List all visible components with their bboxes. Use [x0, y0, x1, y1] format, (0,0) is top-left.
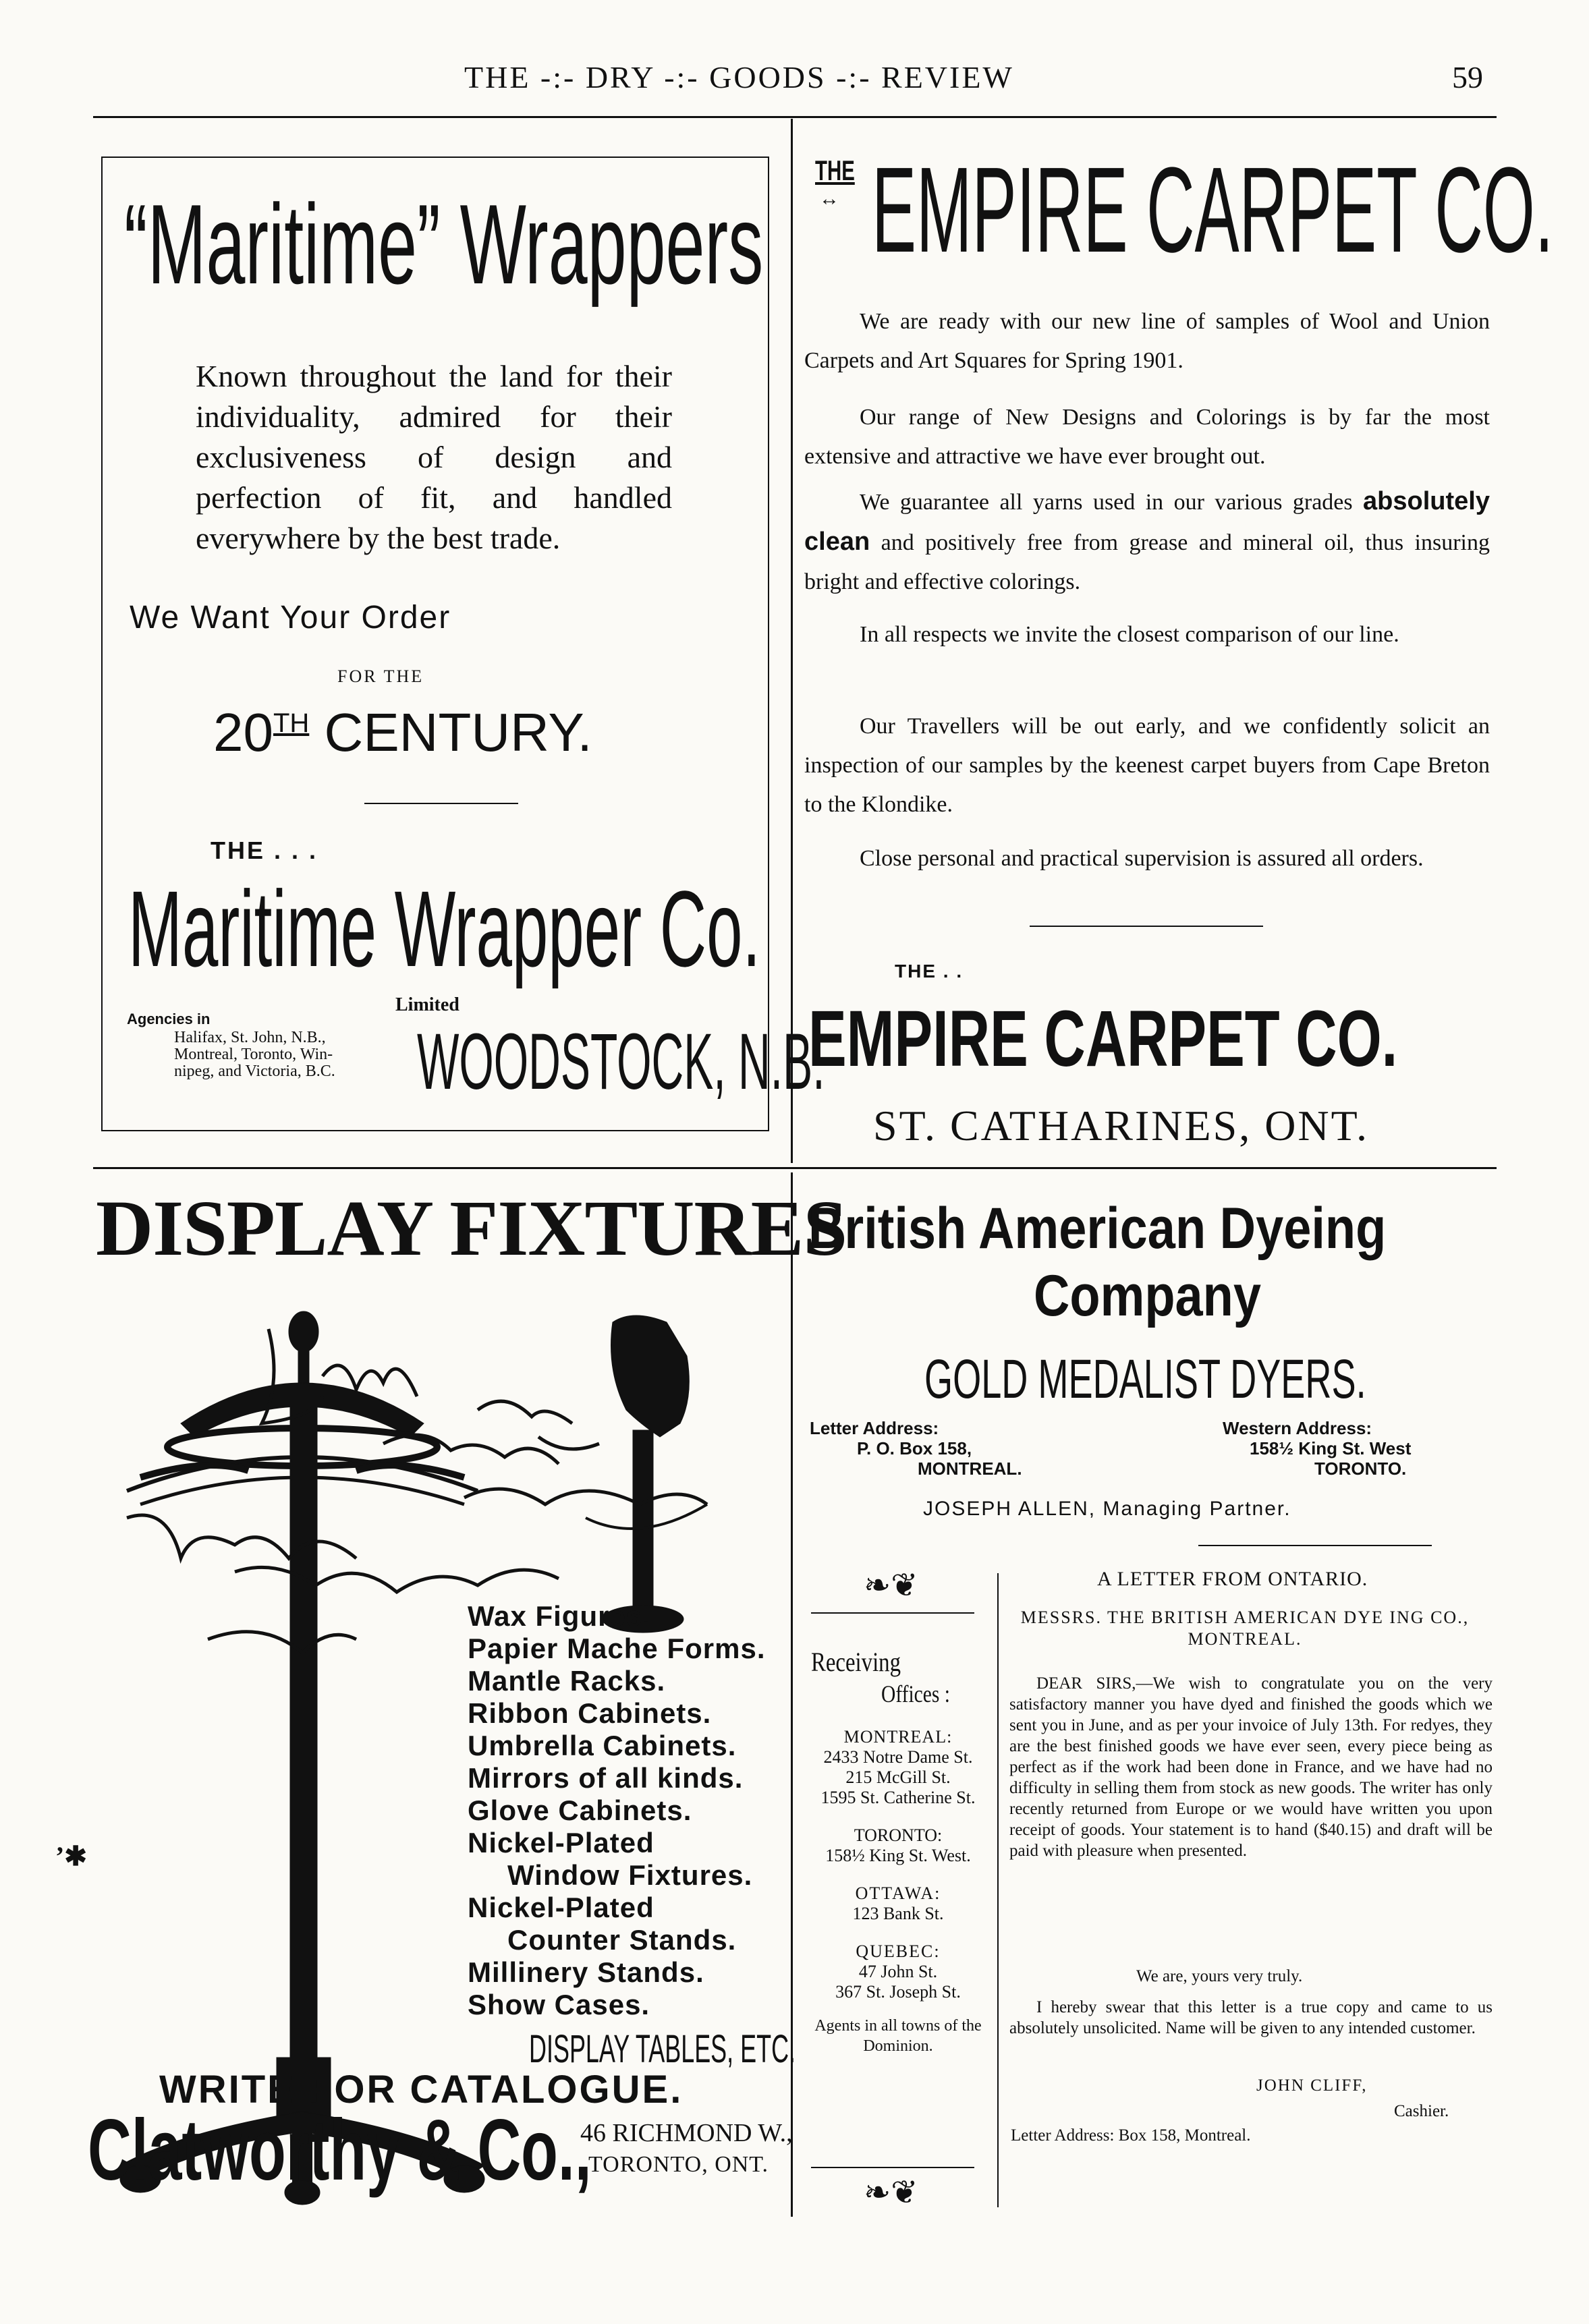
- century-number: 20: [213, 702, 273, 762]
- office-ottawa-1: 123 Bank St.: [852, 1904, 944, 1923]
- display-item-mantle: Mantle Racks.: [468, 1665, 666, 1697]
- ornament-bottom-icon: ❧❦: [864, 2175, 918, 2211]
- display-address-1: 46 RICHMOND W.,: [580, 2119, 793, 2147]
- letter-signer: JOHN CLIFF,: [1256, 2076, 1368, 2095]
- western-address-city: TORONTO.: [1314, 1458, 1407, 1479]
- maritime-divider: [364, 803, 518, 804]
- empire-divider: [1030, 926, 1263, 927]
- maritime-want-order: We Want Your Order: [130, 600, 451, 635]
- maritime-company-name: Maritime Wrapper Co.: [128, 868, 761, 989]
- maritime-location: WOODSTOCK, N.B.: [417, 1017, 825, 1106]
- office-toronto-1: 158½ King St. West.: [825, 1846, 971, 1865]
- receiving-label: Receiving: [811, 1647, 901, 1677]
- display-item-ribbon: Ribbon Cabinets.: [468, 1697, 712, 1729]
- maritime-headline: “Maritime” Wrappers: [124, 181, 764, 308]
- maritime-century: [213, 702, 592, 764]
- maritime-body: Known throughout the land for their individuality, admired for their exclusiveness of design and perfection of fit, and handled everywhere by the best trade.: [196, 359, 672, 555]
- dyeing-partner: JOSEPH ALLEN, Managing Partner.: [923, 1498, 1291, 1520]
- bust-form: [586, 1315, 707, 1633]
- office-agents: Agents in all towns of the Dominion.: [814, 2017, 982, 2055]
- letter-title: A LETTER FROM ONTARIO.: [1097, 1568, 1368, 1590]
- maritime-for-the: FOR THE: [337, 667, 424, 686]
- display-item-millinery: Millinery Stands.: [468, 1956, 704, 1988]
- display-address-2: TORONTO, ONT.: [588, 2152, 769, 2177]
- page-number: 59: [1452, 60, 1483, 94]
- display-item-wax: Wax Figures.: [468, 1600, 651, 1632]
- office-quebec-2: 367 St. Joseph St.: [835, 1982, 961, 2002]
- letter-address-footer: Letter Address: Box 158, Montreal.: [1011, 2126, 1251, 2145]
- dyeing-title-line-2: Company: [1034, 1264, 1261, 1328]
- letter-body: DEAR SIRS,—We wish to congratulate you on the very satisfactory manner you have dyed and finished the goods which we sent you in June, and as per your invoice of July 13th. For redyes, they are the best finished goods we have ever seen, every piece being as perfect as if the work had been done in France, and we have had no difficulty in selling them from stock as new goods. The writer has only recently returned from Europe or we would have written you upon receipt of goods. Your statement is to hand ($40.15) and draft will be paid with pleasure when presented.: [1009, 1674, 1493, 1860]
- western-address-street: 158½ King St. West: [1250, 1438, 1412, 1458]
- empire-headline: EMPIRE CARPET CO.: [872, 142, 1554, 278]
- display-write-catalogue: WRITE FOR CATALOGUE.: [159, 2068, 684, 2112]
- offices-rule-bottom: [811, 2167, 974, 2168]
- letter-cashier: Cashier.: [1394, 2102, 1449, 2120]
- display-tables: DISPLAY TABLES, ETC.: [529, 2027, 796, 2071]
- office-montreal-1: 2433 Notre Dame St.: [823, 1747, 973, 1767]
- letter-address-city: MONTREAL.: [918, 1458, 1022, 1479]
- empire-sig-the: THE . .: [895, 961, 964, 982]
- western-address-label: Western Address:: [1223, 1418, 1372, 1438]
- letter-messrs: MESSRS. THE BRITISH AMERICAN DYE ING CO., MONTREAL.: [1020, 1608, 1470, 1649]
- maritime-agencies-label: Agencies in: [127, 1011, 211, 1027]
- maritime-agencies-list: [174, 1029, 335, 1080]
- dyeing-title-line-1: British American Dyeing: [808, 1196, 1387, 1261]
- running-header: THE -:- DRY -:- GOODS -:- REVIEW: [464, 60, 1014, 94]
- display-item-nickel-1: Nickel-Plated: [468, 1827, 654, 1859]
- dyeing-divider: [1198, 1545, 1432, 1546]
- agencies-line-3: nipeg, and Victoria, B.C.: [174, 1062, 335, 1080]
- office-montreal-3: 1595 St. Catherine St.: [820, 1788, 976, 1807]
- column-divider-top: [791, 119, 793, 1163]
- maritime-limited: Limited: [395, 994, 459, 1015]
- guarantee-bold: absolutely clean: [804, 487, 1490, 556]
- display-item-glove: Glove Cabinets.: [468, 1794, 692, 1826]
- office-montreal-2: 215 McGill St.: [845, 1767, 951, 1787]
- empire-the-small: THE: [815, 154, 855, 186]
- western-address-block: [1223, 1418, 1411, 1479]
- empire-sig-name: EMPIRE CARPET CO.: [808, 994, 1398, 1083]
- offices-divider: [997, 1573, 999, 2207]
- century-word: CENTURY.: [324, 702, 592, 762]
- office-quebec: QUEBEC:: [856, 1942, 941, 1961]
- empire-paragraph-5: Close personal and practical supervision is assured all orders.: [860, 846, 1424, 871]
- ornament-icon: ↔: [819, 188, 839, 210]
- guarantee-rest: and positively free from grease and mineral oil, thus insuring bright and effective colorings.: [804, 530, 1490, 594]
- display-item-showcases: Show Cases.: [468, 1989, 650, 2020]
- display-item-nickel-2: Nickel-Plated: [468, 1892, 654, 1923]
- agencies-line-1: Halifax, St. John, N.B.,: [174, 1029, 326, 1046]
- display-item-umbrella: Umbrella Cabinets.: [468, 1730, 737, 1761]
- display-company: Clatworthy & Co.,: [88, 2102, 592, 2199]
- section-rule: [93, 1167, 1497, 1169]
- century-superscript: TH: [273, 708, 310, 738]
- letter-address-box: P. O. Box 158,: [857, 1438, 972, 1458]
- letter-address-block: [810, 1418, 1022, 1479]
- dyeing-subtitle: GOLD MEDALIST DYERS.: [924, 1349, 1366, 1410]
- receiving-offices-list: [807, 1727, 989, 2056]
- maritime-the: THE . . .: [211, 837, 318, 864]
- office-toronto: TORONTO:: [854, 1825, 943, 1845]
- office-montreal: MONTREAL:: [843, 1727, 953, 1747]
- display-item-window: Window Fixtures.: [507, 1859, 753, 1891]
- ornament-top-icon: ❧❦: [864, 1568, 918, 1604]
- header-rule: [93, 116, 1497, 118]
- display-item-papier: Papier Mache Forms.: [468, 1633, 766, 1664]
- display-item-counter: Counter Stands.: [507, 1924, 737, 1956]
- empire-paragraph-2: Our range of New Designs and Colorings is by far the most extensive and attractive we have ever brought out.: [804, 405, 1490, 469]
- offices-label: Offices :: [881, 1680, 950, 1707]
- letter-swear: I hereby swear that this letter is a true copy and came to us absolutely unsolicited. Name will be given to any intended customer.: [1009, 1998, 1493, 2037]
- offices-rule-top: [811, 1612, 974, 1614]
- empire-paragraph-3: In all respects we invite the closest comparison of our line.: [860, 622, 1399, 647]
- letter-address-label: Letter Address:: [810, 1418, 939, 1438]
- office-ottawa: OTTAWA:: [855, 1883, 941, 1903]
- display-headline: DISPLAY FIXTURES: [96, 1184, 847, 1272]
- office-quebec-1: 47 John St.: [858, 1962, 938, 1981]
- empire-sig-place: ST. CATHARINES, ONT.: [873, 1102, 1369, 1150]
- guarantee-lead: We guarantee all yarns used in our various grades: [860, 490, 1353, 515]
- letter-yours: We are, yours very truly.: [1136, 1967, 1303, 1985]
- stray-mark: ’✱: [55, 1841, 87, 1871]
- empire-paragraph-1: We are ready with our new line of samples of Wool and Union Carpets and Art Squares for Spring 1901.: [804, 309, 1490, 373]
- display-item-mirrors: Mirrors of all kinds.: [468, 1762, 744, 1794]
- empire-paragraph-4: Our Travellers will be out early, and we confidently solicit an inspection of our samples by the keenest carpet buyers from Cape Breton to the Klondike.: [804, 714, 1490, 817]
- empire-paragraph-guarantee: [804, 482, 1490, 602]
- agencies-line-2: Montreal, Toronto, Win-: [174, 1046, 333, 1063]
